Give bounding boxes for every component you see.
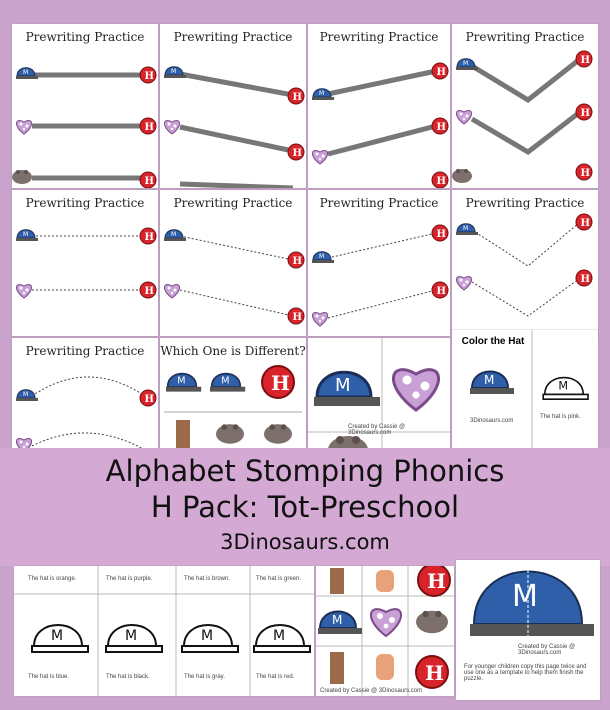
cap-icon xyxy=(312,89,334,100)
tracing-lines xyxy=(452,24,598,188)
hippo-icon xyxy=(452,169,472,183)
worksheet-thumb-6[interactable] xyxy=(160,190,306,336)
letter-h-icon xyxy=(576,51,592,67)
caption-blue: The hat is blue. xyxy=(28,674,70,680)
cap-icon xyxy=(166,374,201,392)
cap-icon xyxy=(312,252,334,263)
letter-h-icon xyxy=(432,63,448,79)
letter-h-icon xyxy=(432,225,448,241)
cap-icon xyxy=(16,230,38,241)
heart-icon xyxy=(164,121,179,134)
odd-one-out-grid xyxy=(160,338,306,450)
heart-icon xyxy=(16,285,31,298)
letter-h-icon xyxy=(140,67,156,83)
worksheet-thumb-1[interactable] xyxy=(12,24,158,188)
llama-icon xyxy=(176,420,190,450)
caption-pink: The hat is pink. xyxy=(540,414,581,420)
site-small: 3Dinosaurs.com xyxy=(470,418,514,424)
worksheet-title: Prewriting Practice xyxy=(319,30,439,44)
tracing-lines xyxy=(12,24,158,188)
worksheet-thumb-2[interactable] xyxy=(160,24,306,188)
cap-icon xyxy=(456,224,478,235)
worksheet-title: Prewriting Practice xyxy=(465,30,585,44)
tracing-lines xyxy=(160,24,306,188)
outline-cap-icon xyxy=(106,625,162,652)
llama-icon xyxy=(330,652,344,684)
tracing-lines xyxy=(12,190,158,336)
worksheet-thumb-8[interactable] xyxy=(452,190,598,336)
letter-h-icon xyxy=(140,172,156,188)
svg-text:M: M xyxy=(512,579,538,614)
banner-title: Alphabet Stomping Phonics xyxy=(105,454,505,488)
cap-icon xyxy=(210,374,245,392)
tracing-lines xyxy=(308,24,450,188)
worksheet-title: Prewriting Practice xyxy=(25,344,145,358)
letter-h-icon xyxy=(432,172,448,188)
heart-icon xyxy=(456,277,471,290)
heart-icon xyxy=(312,151,327,164)
hand-icon xyxy=(376,570,394,592)
worksheet-title: Prewriting Practice xyxy=(319,196,439,210)
puzzle-note: For younger children copy this page twice and use one as a template to help them finish the puzzle. xyxy=(464,664,587,682)
cap-icon xyxy=(456,59,478,70)
worksheet-title: Prewriting Practice xyxy=(173,30,293,44)
heart-icon xyxy=(312,313,327,326)
letter-h-icon xyxy=(140,390,156,406)
caption-green: The hat is green. xyxy=(256,576,302,582)
letter-h-icon xyxy=(416,656,448,688)
letter-h-icon xyxy=(140,282,156,298)
hippo-icon xyxy=(416,611,448,633)
coloring-page[interactable] xyxy=(14,566,314,696)
worksheet-thumb-9[interactable] xyxy=(12,338,158,450)
banner-site: 3Dinosaurs.com xyxy=(220,530,390,554)
letter-h-icon xyxy=(140,228,156,244)
cap-icon xyxy=(314,372,380,406)
letter-h-icon xyxy=(288,88,304,104)
worksheet-title: Prewriting Practice xyxy=(25,30,145,44)
llama-icon xyxy=(330,568,344,594)
heart-icon xyxy=(456,111,471,124)
cap-icon xyxy=(470,372,514,395)
letter-h-icon xyxy=(288,144,304,160)
caption-gray: The hat is gray. xyxy=(184,674,225,680)
caption-orange: The hat is orange. xyxy=(28,576,77,582)
puzzle-thumb[interactable] xyxy=(456,560,600,700)
cap-icon xyxy=(16,68,38,79)
caption-red: The hat is red. xyxy=(256,674,295,680)
hippo-icon xyxy=(12,170,32,184)
heart-icon xyxy=(393,370,438,410)
outline-cap-icon xyxy=(32,625,88,652)
odd-one-out-title: Which One is Different? xyxy=(160,344,306,358)
color-hat-thumb[interactable] xyxy=(452,330,598,450)
color-hat-title: Color the Hat xyxy=(461,336,525,347)
cap-icon xyxy=(164,67,186,78)
tracing-lines xyxy=(308,190,450,336)
heart-icon xyxy=(371,609,401,636)
credit-text: Created by Cassie @ 3Dinosaurs.com xyxy=(348,424,406,436)
hand-icon xyxy=(376,654,394,680)
tracing-lines xyxy=(160,190,306,336)
caption-purple: The hat is purple. xyxy=(106,576,153,582)
banner-subtitle: H Pack: Tot-Preschool xyxy=(150,490,460,524)
letter-h-icon xyxy=(576,214,592,230)
cap-icon xyxy=(16,390,38,401)
letter-h-icon xyxy=(576,104,592,120)
letter-h-icon xyxy=(288,308,304,324)
worksheet-title: Prewriting Practice xyxy=(25,196,145,210)
outline-cap-icon xyxy=(543,378,588,400)
credit-text-2: Created by Cassie @ 3Dinosaurs.com xyxy=(320,688,423,694)
heart-icon xyxy=(16,121,31,134)
heart-icon xyxy=(164,285,179,298)
letter-h-icon xyxy=(576,270,592,286)
worksheet-thumb-5[interactable] xyxy=(12,190,158,336)
outline-cap-icon xyxy=(254,625,310,652)
letter-h-icon xyxy=(576,164,592,180)
letter-h-icon xyxy=(432,118,448,134)
hippo-icon xyxy=(216,424,244,444)
letter-h-icon xyxy=(418,566,450,596)
tracing-lines xyxy=(452,190,598,336)
outline-cap-icon xyxy=(182,625,238,652)
letter-h-icon xyxy=(288,252,304,268)
worksheet-thumb-4[interactable] xyxy=(452,24,598,188)
caption-black: The hat is black. xyxy=(106,674,150,680)
worksheet-thumb-7[interactable] xyxy=(308,190,450,336)
odd-one-out-thumb[interactable] xyxy=(160,338,306,450)
hippo-icon xyxy=(264,424,292,444)
letter-h-icon xyxy=(262,366,294,398)
picture-cards-thumb[interactable] xyxy=(308,338,450,450)
credit-text-3: Created by Cassie @ 3Dinosaurs.com xyxy=(518,644,576,656)
tracing-lines xyxy=(12,338,158,450)
worksheet-thumb-3[interactable] xyxy=(308,24,450,188)
letter-h-icon xyxy=(140,118,156,134)
matching-cards-thumb[interactable] xyxy=(316,566,454,696)
caption-brown: The hat is brown. xyxy=(184,576,231,582)
title-banner xyxy=(0,448,610,566)
cap-icon xyxy=(164,230,186,241)
cap-icon xyxy=(318,612,362,635)
worksheet-title: Prewriting Practice xyxy=(173,196,293,210)
color-hat-art xyxy=(452,330,598,450)
worksheet-title: Prewriting Practice xyxy=(465,196,585,210)
matching-grid xyxy=(316,566,454,696)
letter-h-icon xyxy=(432,282,448,298)
